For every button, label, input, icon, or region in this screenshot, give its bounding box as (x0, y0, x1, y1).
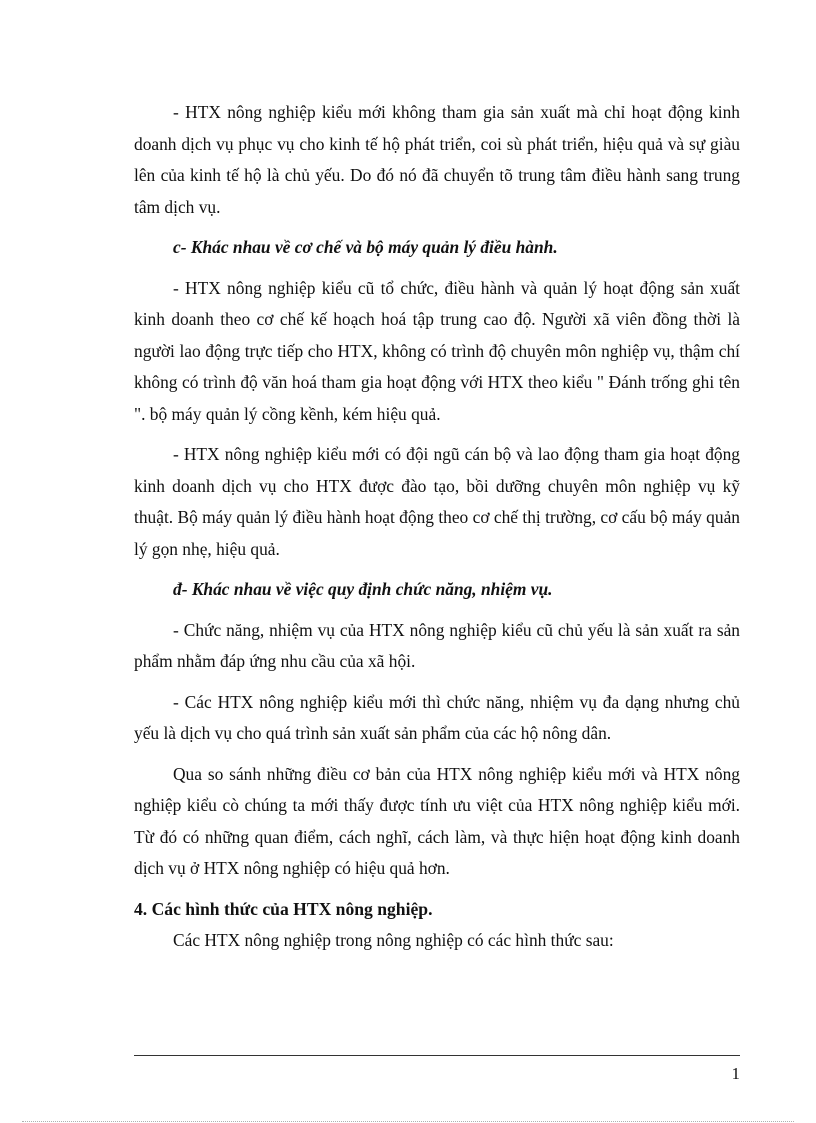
paragraph-forms-intro: Các HTX nông nghiệp trong nông nghiệp có các hình thức sau: (173, 930, 614, 950)
page-body (134, 97, 740, 966)
section-heading-cooperative-forms: 4. Các hình thức của HTX nông nghiệp. (134, 898, 433, 919)
paragraph-new-cooperative-services: - HTX nông nghiệp kiểu mới không tham gia sản xuất mà chỉ hoạt động kinh doanh dịch vụ phục vụ cho kinh tế hộ phát triển, coi sù phát triển, hiệu quả và sự giàu lên của kinh tế hộ là chủ yếu. Do đó nó đã chuyển tõ trung tâm điều hành sang trung tâm dịch vụ. (134, 102, 740, 217)
paragraph-new-cooperative-functions: - Các HTX nông nghiệp kiểu mới thì chức năng, nhiệm vụ đa dạng nhưng chủ yếu là dịch vụ cho quá trình sản xuất sản phẩm của các hộ nông dân. (134, 691, 740, 743)
page-number: 1 (731, 1064, 740, 1083)
subheading-mechanism-apparatus: c- Khác nhau về cơ chế và bộ máy quản lý điều hành. (173, 237, 558, 257)
footer-divider (134, 1055, 740, 1056)
paragraph-old-cooperative-management: - HTX nông nghiệp kiểu cũ tổ chức, điều hành và quản lý hoạt động sản xuất kinh doanh theo cơ chế kế hoạch hoá tập trung cao độ. Người xã viên đồng thời là người lao động trực tiếp cho HTX, không có trình độ chuyên môn nghiệp vụ, thậm chí không có trình độ văn hoá tham gia hoạt động với HTX theo kiểu " Đánh trống ghi tên ". bộ máy quản lý cồng kềnh, kém hiệu quả. (134, 277, 740, 424)
page-bottom-edge (22, 1121, 794, 1122)
paragraph-comparison-summary: Qua so sánh những điều cơ bản của HTX nông nghiệp kiểu mới và HTX nông nghiệp kiểu cò chúng ta mới thấy được tính ưu việt của HTX nông nghiệp kiểu mới. Từ đó có những quan điểm, cách nghĩ, cách làm, và thực hiện hoạt động kinh doanh dịch vụ ở HTX nông nghiệp có hiệu quả hơn. (134, 763, 740, 878)
paragraph-new-cooperative-staff: - HTX nông nghiệp kiểu mới có đội ngũ cán bộ và lao động tham gia hoạt động kinh doanh dịch vụ cho HTX được đào tạo, bồi dưỡng chuyên môn nghiệp vụ kỹ thuật. Bộ máy quản lý điều hành hoạt động theo cơ chế thị trường, cơ cấu bộ máy quản lý gọn nhẹ, hiệu quả. (134, 444, 740, 559)
subheading-functions-duties: đ- Khác nhau về việc quy định chức năng, nhiệm vụ. (173, 579, 553, 599)
paragraph-old-cooperative-functions: - Chức năng, nhiệm vụ của HTX nông nghiệp kiểu cũ chủ yếu là sản xuất ra sản phẩm nhằm đáp ứng nhu cầu của xã hội. (134, 619, 740, 671)
